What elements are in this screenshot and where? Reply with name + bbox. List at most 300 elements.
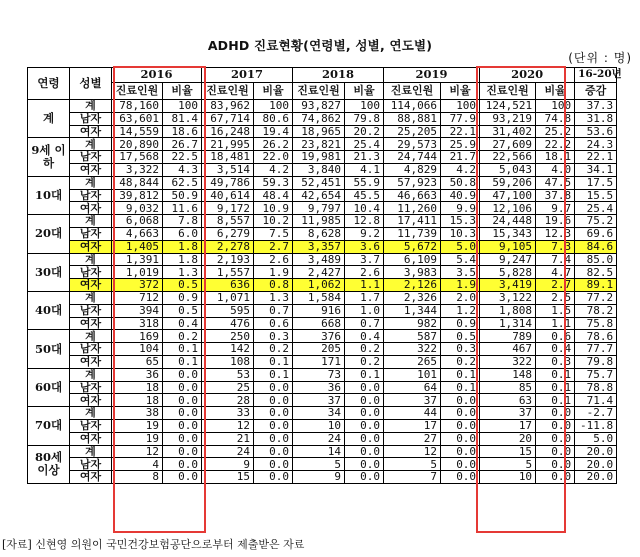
sex-label: 남자: [70, 189, 112, 202]
patients-cell: 8: [112, 471, 163, 484]
table-row: [28, 291, 617, 304]
patients-cell: 2,126: [384, 279, 441, 292]
patients-cell: 65: [112, 355, 163, 368]
ratio-cell: 22.5: [163, 151, 202, 164]
ratio-cell: 0.0: [163, 458, 202, 471]
header-sex: 성별: [70, 68, 112, 100]
header-ratio: 비율: [536, 83, 575, 100]
table-row: [28, 202, 617, 215]
patients-cell: 2,326: [384, 291, 441, 304]
ratio-cell: 0.0: [345, 445, 384, 458]
ratio-cell: 1.3: [254, 291, 293, 304]
age-group-label: 50대: [28, 330, 70, 368]
header-row-years: [28, 68, 617, 83]
patients-cell: 37: [293, 394, 345, 407]
patients-cell: 9,032: [112, 202, 163, 215]
sex-label: 여자: [70, 240, 112, 253]
unit-label: (단위 : 명): [568, 51, 632, 65]
patients-cell: 17: [384, 419, 441, 432]
header-patients: 진료인원: [112, 83, 163, 100]
ratio-cell: 18.6: [163, 125, 202, 138]
header-year: 2017: [202, 68, 293, 83]
ratio-cell: 7.3: [536, 240, 575, 253]
patients-cell: 63,601: [112, 112, 163, 125]
ratio-cell: 22.1: [441, 125, 480, 138]
ratio-cell: 0.1: [441, 381, 480, 394]
table-row: [28, 304, 617, 317]
table-row: [28, 227, 617, 240]
ratio-cell: 7.5: [254, 227, 293, 240]
sex-label: 계: [70, 100, 112, 113]
patients-cell: 9,172: [202, 202, 254, 215]
ratio-cell: 0.0: [536, 407, 575, 420]
ratio-cell: 0.0: [536, 432, 575, 445]
document-title: ADHD 진료현황(연령별, 성별, 연도별): [207, 38, 433, 53]
patients-cell: 12: [202, 419, 254, 432]
patients-cell: 37: [480, 407, 536, 420]
patients-cell: 3,489: [293, 253, 345, 266]
patients-cell: 916: [293, 304, 345, 317]
ratio-cell: 1.5: [536, 304, 575, 317]
patients-cell: 1,344: [384, 304, 441, 317]
patients-cell: 52,451: [293, 176, 345, 189]
sex-label: 여자: [70, 432, 112, 445]
ratio-cell: 45.5: [345, 189, 384, 202]
table-row: [28, 279, 617, 292]
table-row: [28, 368, 617, 381]
ratio-cell: 37.8: [536, 189, 575, 202]
ratio-cell: 100: [254, 100, 293, 113]
patients-cell: 9,105: [480, 240, 536, 253]
ratio-cell: 0.0: [163, 394, 202, 407]
table-row: [28, 394, 617, 407]
header-row-sub: [28, 83, 617, 100]
header-patients: 진료인원: [202, 83, 254, 100]
ratio-cell: 0.0: [163, 368, 202, 381]
table-body: [28, 100, 617, 484]
patients-cell: 28: [202, 394, 254, 407]
patients-cell: 25,205: [384, 125, 441, 138]
ratio-cell: 0.0: [441, 419, 480, 432]
patients-cell: 21,995: [202, 138, 254, 151]
patients-cell: 1,071: [202, 291, 254, 304]
ratio-cell: 55.9: [345, 176, 384, 189]
ratio-cell: 0.0: [536, 419, 575, 432]
patients-cell: 476: [202, 317, 254, 330]
table-row: [28, 317, 617, 330]
change-cell: 75.2: [575, 215, 617, 228]
ratio-cell: 0.0: [163, 471, 202, 484]
patients-cell: 38: [112, 407, 163, 420]
patients-cell: 18: [112, 381, 163, 394]
patients-cell: 18,481: [202, 151, 254, 164]
ratio-cell: 100: [536, 100, 575, 113]
ratio-cell: 21.3: [345, 151, 384, 164]
ratio-cell: 79.8: [345, 112, 384, 125]
patients-cell: 108: [202, 355, 254, 368]
patients-cell: 24,448: [480, 215, 536, 228]
ratio-cell: 9.7: [536, 202, 575, 215]
header-year: 2016: [112, 68, 202, 83]
source-note: [자료] 신현영 의원이 국민건강보험공단으로부터 제출받은 자료: [2, 538, 305, 551]
ratio-cell: 100: [345, 100, 384, 113]
patients-cell: 1,405: [112, 240, 163, 253]
patients-cell: 36: [112, 368, 163, 381]
change-cell: 31.8: [575, 112, 617, 125]
patients-cell: 3,419: [480, 279, 536, 292]
change-cell: 17.5: [575, 176, 617, 189]
ratio-cell: 10.9: [254, 202, 293, 215]
patients-cell: 11,739: [384, 227, 441, 240]
patients-cell: 1,062: [293, 279, 345, 292]
change-cell: 75.8: [575, 317, 617, 330]
ratio-cell: 0.0: [254, 432, 293, 445]
patients-cell: 14: [293, 445, 345, 458]
patients-cell: 33: [202, 407, 254, 420]
patients-cell: 31,402: [480, 125, 536, 138]
sex-label: 남자: [70, 266, 112, 279]
ratio-cell: 0.9: [441, 317, 480, 330]
patients-cell: 789: [480, 330, 536, 343]
change-cell: 37.3: [575, 100, 617, 113]
patients-cell: 27,609: [480, 138, 536, 151]
patients-cell: 9: [293, 471, 345, 484]
patients-cell: 1,808: [480, 304, 536, 317]
ratio-cell: 0.8: [254, 279, 293, 292]
ratio-cell: 0.3: [254, 330, 293, 343]
patients-cell: 2,278: [202, 240, 254, 253]
ratio-cell: 1.9: [254, 266, 293, 279]
patients-cell: 57,923: [384, 176, 441, 189]
patients-cell: 5: [480, 458, 536, 471]
ratio-cell: 0.0: [254, 394, 293, 407]
patients-cell: 14,559: [112, 125, 163, 138]
ratio-cell: 1.9: [441, 279, 480, 292]
header-patients: 진료인원: [293, 83, 345, 100]
ratio-cell: 0.1: [536, 368, 575, 381]
table-row: [28, 330, 617, 343]
ratio-cell: 59.3: [254, 176, 293, 189]
ratio-cell: 0.0: [163, 432, 202, 445]
sex-label: 남자: [70, 227, 112, 240]
patients-cell: 37: [384, 394, 441, 407]
ratio-cell: 1.8: [163, 240, 202, 253]
patients-cell: 265: [384, 355, 441, 368]
patients-cell: 10: [480, 471, 536, 484]
patients-cell: 29,573: [384, 138, 441, 151]
age-group-label: 80세 이상: [28, 445, 70, 483]
ratio-cell: 0.4: [163, 317, 202, 330]
sex-label: 남자: [70, 151, 112, 164]
patients-cell: 1,391: [112, 253, 163, 266]
header-year: 2020: [480, 68, 575, 83]
ratio-cell: 0.0: [345, 407, 384, 420]
patients-cell: 5,043: [480, 163, 536, 176]
change-cell: 20.0: [575, 445, 617, 458]
ratio-cell: 26.7: [163, 138, 202, 151]
patients-cell: 12,106: [480, 202, 536, 215]
ratio-cell: 4.2: [441, 163, 480, 176]
change-cell: 77.2: [575, 291, 617, 304]
change-cell: 53.6: [575, 125, 617, 138]
sex-label: 여자: [70, 471, 112, 484]
ratio-cell: 4.3: [163, 163, 202, 176]
patients-cell: 4,663: [112, 227, 163, 240]
sex-label: 여자: [70, 125, 112, 138]
table-row: [28, 189, 617, 202]
patients-cell: 47,100: [480, 189, 536, 202]
ratio-cell: 11.6: [163, 202, 202, 215]
sex-label: 계: [70, 176, 112, 189]
patients-cell: 205: [293, 343, 345, 356]
sex-label: 계: [70, 445, 112, 458]
header-patients: 진료인원: [480, 83, 536, 100]
ratio-cell: 0.1: [254, 355, 293, 368]
patients-cell: 17,568: [112, 151, 163, 164]
header-change-line2: 증감: [575, 83, 617, 100]
change-cell: 20.0: [575, 458, 617, 471]
patients-cell: 85: [480, 381, 536, 394]
patients-cell: 171: [293, 355, 345, 368]
ratio-cell: 1.7: [345, 291, 384, 304]
ratio-cell: 2.0: [441, 291, 480, 304]
patients-cell: 1,557: [202, 266, 254, 279]
patients-cell: 9,797: [293, 202, 345, 215]
ratio-cell: 4.0: [536, 163, 575, 176]
change-cell: 69.6: [575, 227, 617, 240]
patients-cell: 18: [112, 394, 163, 407]
ratio-cell: 1.1: [536, 317, 575, 330]
patients-cell: 4: [112, 458, 163, 471]
change-cell: 15.5: [575, 189, 617, 202]
ratio-cell: 0.0: [441, 432, 480, 445]
sex-label: 계: [70, 368, 112, 381]
patients-cell: 19: [112, 419, 163, 432]
table-row: [28, 445, 617, 458]
ratio-cell: 0.0: [345, 381, 384, 394]
table-row: [28, 458, 617, 471]
patients-cell: 59,206: [480, 176, 536, 189]
ratio-cell: 0.0: [536, 445, 575, 458]
change-cell: 82.5: [575, 266, 617, 279]
patients-cell: 668: [293, 317, 345, 330]
patients-cell: 394: [112, 304, 163, 317]
table-row: [28, 138, 617, 151]
sex-label: 계: [70, 330, 112, 343]
patients-cell: 93,219: [480, 112, 536, 125]
ratio-cell: 0.0: [163, 419, 202, 432]
age-group-label: 20대: [28, 215, 70, 253]
table-row: [28, 215, 617, 228]
ratio-cell: 22.2: [536, 138, 575, 151]
ratio-cell: 1.2: [441, 304, 480, 317]
ratio-cell: 0.0: [345, 419, 384, 432]
ratio-cell: 0.0: [441, 407, 480, 420]
patients-cell: 16,248: [202, 125, 254, 138]
ratio-cell: 0.5: [163, 304, 202, 317]
ratio-cell: 0.5: [163, 279, 202, 292]
age-group-label: 60대: [28, 368, 70, 406]
sex-label: 계: [70, 215, 112, 228]
ratio-cell: 7.4: [536, 253, 575, 266]
change-cell: 79.8: [575, 355, 617, 368]
change-cell: 78.2: [575, 304, 617, 317]
patients-cell: 104: [112, 343, 163, 356]
patients-cell: 34: [293, 407, 345, 420]
ratio-cell: 15.3: [441, 215, 480, 228]
ratio-cell: 1.0: [345, 304, 384, 317]
patients-cell: 5: [384, 458, 441, 471]
patients-cell: 17: [480, 419, 536, 432]
patients-cell: 18,965: [293, 125, 345, 138]
patients-cell: 587: [384, 330, 441, 343]
table-row: [28, 112, 617, 125]
age-group-label: 70대: [28, 407, 70, 445]
change-cell: 20.0: [575, 471, 617, 484]
table-row: [28, 240, 617, 253]
change-cell: 85.0: [575, 253, 617, 266]
patients-cell: 93,827: [293, 100, 345, 113]
patients-cell: 636: [202, 279, 254, 292]
patients-cell: 24,744: [384, 151, 441, 164]
ratio-cell: 0.2: [345, 343, 384, 356]
patients-cell: 5,828: [480, 266, 536, 279]
sex-label: 여자: [70, 279, 112, 292]
ratio-cell: 10.4: [345, 202, 384, 215]
ratio-cell: 0.0: [441, 458, 480, 471]
patients-cell: 6,279: [202, 227, 254, 240]
ratio-cell: 0.2: [163, 330, 202, 343]
ratio-cell: 19.6: [536, 215, 575, 228]
patients-cell: 88,881: [384, 112, 441, 125]
ratio-cell: 0.1: [345, 368, 384, 381]
ratio-cell: 0.3: [441, 343, 480, 356]
ratio-cell: 77.9: [441, 112, 480, 125]
ratio-cell: 19.4: [254, 125, 293, 138]
patients-cell: 15,343: [480, 227, 536, 240]
ratio-cell: 26.2: [254, 138, 293, 151]
patients-cell: 46,663: [384, 189, 441, 202]
patients-cell: 17,411: [384, 215, 441, 228]
patients-cell: 8,557: [202, 215, 254, 228]
ratio-cell: 0.0: [345, 471, 384, 484]
patients-cell: 5: [293, 458, 345, 471]
ratio-cell: 2.7: [536, 279, 575, 292]
header-year: 2018: [293, 68, 384, 83]
patients-cell: 3,357: [293, 240, 345, 253]
patients-cell: 101: [384, 368, 441, 381]
ratio-cell: 0.0: [163, 445, 202, 458]
ratio-cell: 5.0: [441, 240, 480, 253]
change-cell: 5.0: [575, 432, 617, 445]
header-year: 2019: [384, 68, 480, 83]
patients-cell: 3,983: [384, 266, 441, 279]
header-ratio: 비율: [345, 83, 384, 100]
patients-cell: 12: [112, 445, 163, 458]
patients-cell: 53: [202, 368, 254, 381]
sex-label: 여자: [70, 317, 112, 330]
sex-label: 여자: [70, 394, 112, 407]
ratio-cell: 0.1: [536, 394, 575, 407]
table-row: [28, 125, 617, 138]
ratio-cell: 40.9: [441, 189, 480, 202]
patients-cell: 5,672: [384, 240, 441, 253]
ratio-cell: 7.8: [163, 215, 202, 228]
ratio-cell: 0.0: [345, 458, 384, 471]
patients-cell: 23,821: [293, 138, 345, 151]
age-group-label: 9세 이하: [28, 138, 70, 176]
patients-cell: 148: [480, 368, 536, 381]
ratio-cell: 18.1: [536, 151, 575, 164]
patients-cell: 6,109: [384, 253, 441, 266]
ratio-cell: 100: [441, 100, 480, 113]
header-ratio: 비율: [441, 83, 480, 100]
ratio-cell: 62.5: [163, 176, 202, 189]
sex-label: 남자: [70, 112, 112, 125]
ratio-cell: 0.0: [441, 471, 480, 484]
patients-cell: 74,862: [293, 112, 345, 125]
ratio-cell: 0.2: [254, 343, 293, 356]
patients-cell: 2,427: [293, 266, 345, 279]
patients-cell: 169: [112, 330, 163, 343]
ratio-cell: 0.3: [536, 355, 575, 368]
patients-cell: 40,614: [202, 189, 254, 202]
sex-label: 계: [70, 407, 112, 420]
patients-cell: 114,066: [384, 100, 441, 113]
ratio-cell: 3.6: [345, 240, 384, 253]
header-ratio: 비율: [163, 83, 202, 100]
adhd-table: [27, 67, 622, 484]
ratio-cell: 21.7: [441, 151, 480, 164]
ratio-cell: 1.8: [163, 253, 202, 266]
patients-cell: 4,829: [384, 163, 441, 176]
age-group-label: 10대: [28, 176, 70, 214]
ratio-cell: 25.2: [536, 125, 575, 138]
sex-label: 여자: [70, 202, 112, 215]
ratio-cell: 25.4: [345, 138, 384, 151]
patients-cell: 8,628: [293, 227, 345, 240]
patients-cell: 322: [384, 343, 441, 356]
ratio-cell: 0.1: [163, 343, 202, 356]
patients-cell: 15: [202, 471, 254, 484]
change-cell: 75.7: [575, 368, 617, 381]
patients-cell: 20,890: [112, 138, 163, 151]
sex-label: 여자: [70, 355, 112, 368]
ratio-cell: 4.1: [345, 163, 384, 176]
patients-cell: 67,714: [202, 112, 254, 125]
ratio-cell: 22.0: [254, 151, 293, 164]
table-row: [28, 419, 617, 432]
ratio-cell: 9.9: [441, 202, 480, 215]
ratio-cell: 48.4: [254, 189, 293, 202]
patients-cell: 376: [293, 330, 345, 343]
patients-cell: 7: [384, 471, 441, 484]
change-cell: 22.1: [575, 151, 617, 164]
ratio-cell: 0.2: [441, 355, 480, 368]
change-cell: 84.6: [575, 240, 617, 253]
patients-cell: 1,019: [112, 266, 163, 279]
patients-cell: 250: [202, 330, 254, 343]
header-age: 연령: [28, 68, 70, 100]
ratio-cell: 0.4: [345, 330, 384, 343]
change-cell: 78.8: [575, 381, 617, 394]
table-row: [28, 100, 617, 113]
ratio-cell: 5.4: [441, 253, 480, 266]
patients-cell: 9,247: [480, 253, 536, 266]
patients-cell: 2,193: [202, 253, 254, 266]
ratio-cell: 0.0: [441, 445, 480, 458]
patients-cell: 322: [480, 355, 536, 368]
